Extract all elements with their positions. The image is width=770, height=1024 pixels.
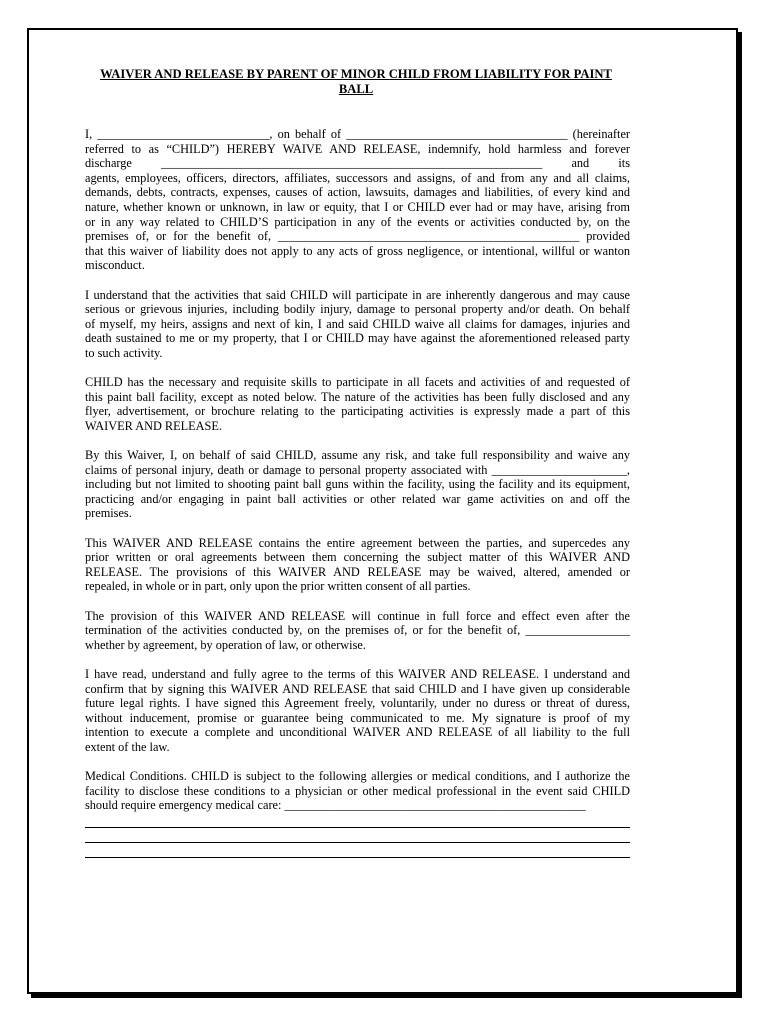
text-line: I, ____________________________, on behalf of ____________________________________ (hereinafter [85,127,630,141]
text-line: without inducement, promise or guarantee being communicated to me. My signature is proof of my [85,710,630,725]
text-line: serious or grievous injuries, including bodily injury, damage to personal property and/or death. On behalf [85,302,630,317]
paragraph-release [85,127,630,273]
text-line: agents, employees, officers, directors, affiliates, successors and assigns, of and from any and all claims, [85,170,630,185]
paragraph-continuation [85,609,630,653]
text-line: demands, debts, contracts, expenses, causes of action, lawsuits, damages and liabilities, of every kind and [85,185,630,200]
document-title [90,67,622,96]
text-line: WAIVER AND RELEASE. [85,418,222,433]
text-line: extent of the law. [85,739,170,754]
paragraph-assumption [85,448,630,521]
text-line: intention to execute a complete and unconditional WAIVER AND RELEASE of all liability to the full [85,725,630,740]
text-line: confirm that by signing this WAIVER AND RELEASE that said CHILD and I have given up considerable [85,681,630,696]
text-line: The provision of this WAIVER AND RELEASE will continue in full force and effect even after the [85,608,630,623]
text-line: misconduct. [85,258,145,273]
text-line: whether by agreement, by operation of law, or otherwise. [85,637,366,652]
text-line: or in any way related to CHILD’S participation in any of the events or activities conducted by, on the [85,214,630,229]
text-line: I have read, understand and fully agree to the terms of this WAIVER AND RELEASE. I understand and [85,666,630,681]
text-line: including but not limited to shooting paint ball guns within the facility, using the facility and its equipment, [85,477,630,492]
paragraph-medical [85,769,630,813]
text-line: future legal rights. I have signed this Agreement freely, voluntarily, under no duress or threat of duress, [85,696,630,711]
text-line: By this Waiver, I, on behalf of said CHILD, assume any risk, and take full responsibility and waive any [85,448,630,463]
text-line: to such activity. [85,345,163,360]
text-line: premises. [85,506,132,521]
text-line: death sustained to me or my property, that I or CHILD may have against the aforementioned released party [85,331,630,346]
text-line: prior written or oral agreements between them concerning the subject matter of this WAIVER AND [85,550,630,565]
medical-blank-line-2[interactable] [85,828,630,843]
medical-blank-line-1[interactable] [85,813,630,828]
text-line: termination of the activities conducted by, on the premises of, or for the benefit of, _________________ [85,623,630,638]
text-line: of myself, my heirs, assigns and next of kin, I and said CHILD waive all claims for damages, injuries and [85,316,630,331]
text-line: Medical Conditions. CHILD is subject to the following allergies or medical conditions, and I authorize the [85,769,630,784]
text-line: This WAIVER AND RELEASE contains the entire agreement between the parties, and supercedes any [85,535,630,550]
text-line: nature, whether known or unknown, in law or equity, that I or CHILD ever had or may have, arising from [85,199,630,214]
document-body [85,127,630,858]
text-line: I understand that the activities that said CHILD will participate in are inherently dangerous and may cause [85,287,630,302]
text-line: repealed, in whole or in part, only upon the prior written consent of all parties. [85,579,471,594]
paragraph-acknowledgement [85,667,630,755]
paragraph-skills [85,375,630,433]
text-line: flyer, advertisement, or brochure relating to the participating activities is expressly made a part of this [85,404,630,419]
text-line: claims of personal injury, death or damage to personal property associated with ______________________, [85,462,630,477]
text-line: that this waiver of liability does not apply to any acts of gross negligence, or intentional, willful or wanton [85,243,630,258]
paragraph-entire-agreement [85,536,630,594]
text-line: should require emergency medical care: _________________________________________________ [85,798,586,813]
text-line: premises of, or for the benefit of, _________________________________________________ provided [85,229,630,244]
text-line: RELEASE. The provisions of this WAIVER AND RELEASE may be waived, altered, amended or [85,564,630,579]
medical-blank-line-3[interactable] [85,843,630,858]
paragraph-risk [85,288,630,361]
title-line-2: BALL [338,81,374,96]
text-line: practicing and/or engaging in paint ball activities or other related war game activities on and off the [85,491,630,506]
title-line-1: WAIVER AND RELEASE BY PARENT OF MINOR CHILD FROM LIABILITY FOR PAINT [100,67,612,81]
text-line: this paint ball facility, except as noted below. The nature of the activities has been fully disclosed and any [85,389,630,404]
text-line: discharge ______________________________________________________________ and its [85,156,630,171]
text-line: facility to disclose these conditions to a physician or other medical professional in the event said CHILD [85,783,630,798]
text-line: CHILD has the necessary and requisite skills to participate in all facets and activities of and requested of [85,375,630,390]
text-line: referred to as “CHILD”) HEREBY WAIVE AND RELEASE, indemnify, hold harmless and forever [85,141,630,156]
